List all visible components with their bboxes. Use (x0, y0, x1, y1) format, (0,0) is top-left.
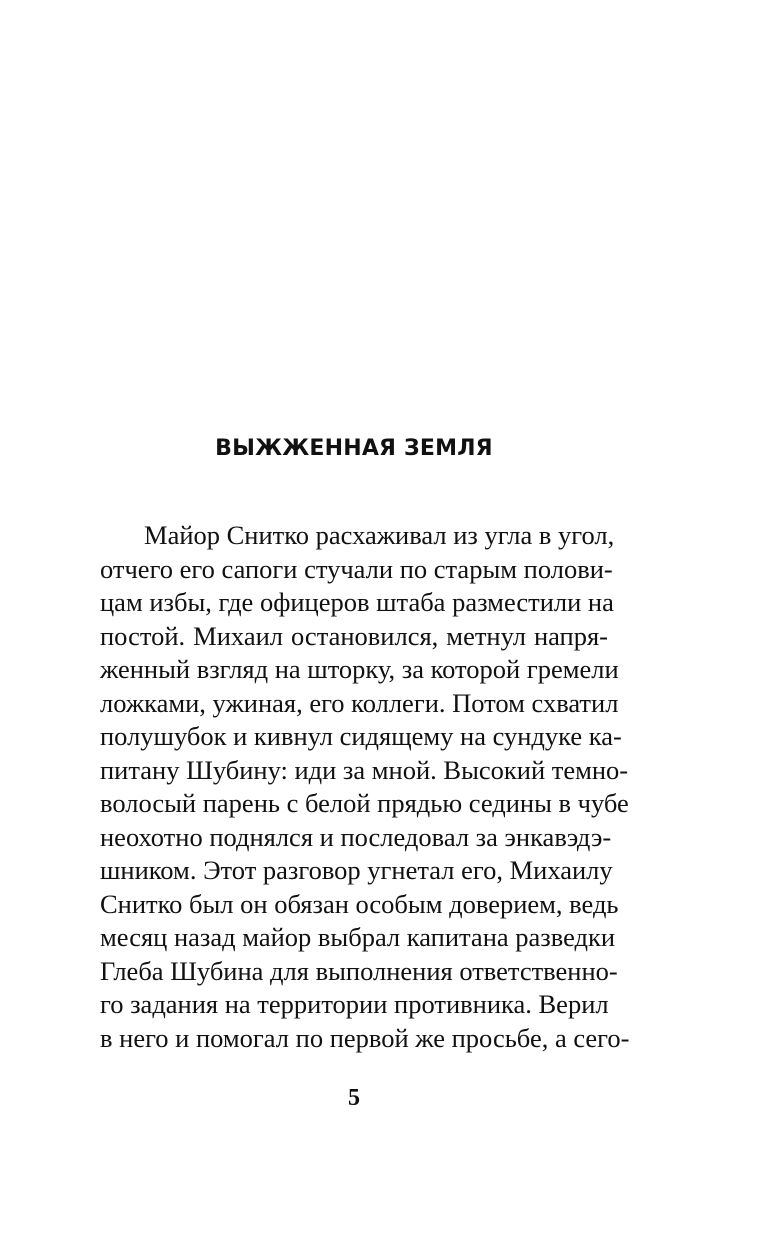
text-line: Глеба Шубина для выполнения ответственно- (100, 955, 618, 986)
text-line: неохотно поднялся и последовал за энкавэдэ- (100, 821, 612, 852)
text-line: Снитко был он обязан особым доверием, ведь (100, 888, 619, 919)
page-number: 5 (348, 1085, 360, 1111)
text-line: шником. Этот разговор угнетал его, Михаилу (100, 855, 613, 885)
text-line: полушубок и кивнул сидящему на сундуке ка- (100, 721, 622, 751)
text-line: Майор Снитко расхаживал из угла в угол, (144, 520, 615, 550)
body-paragraph (100, 519, 630, 1055)
text-line: постой. Михаил остановился, метнул напря- (100, 620, 608, 651)
text-line: в него и помогал по первой же просьбе, а сего- (100, 1022, 630, 1053)
text-line: ложками, ужиная, его коллеги. Потом схватил (100, 687, 619, 718)
text-line: отчего его сапоги стучали по старым полови- (100, 553, 613, 584)
text-line: волосый парень с белой прядью седины в чубе (100, 788, 629, 818)
text-line: женный взгляд на шторку, за которой гремели (100, 654, 619, 684)
text-line: го задания на территории противника. Верил (100, 989, 609, 1019)
text-line: цам избы, где офицеров штаба разместили на (100, 587, 614, 617)
text-line: питану Шубину: иди за мной. Высокий темно- (100, 754, 629, 785)
text-line: месяц назад майор выбрал капитана разведки (100, 922, 616, 952)
chapter-title: ВЫЖЖЕННАЯ ЗЕМЛЯ (215, 436, 493, 461)
